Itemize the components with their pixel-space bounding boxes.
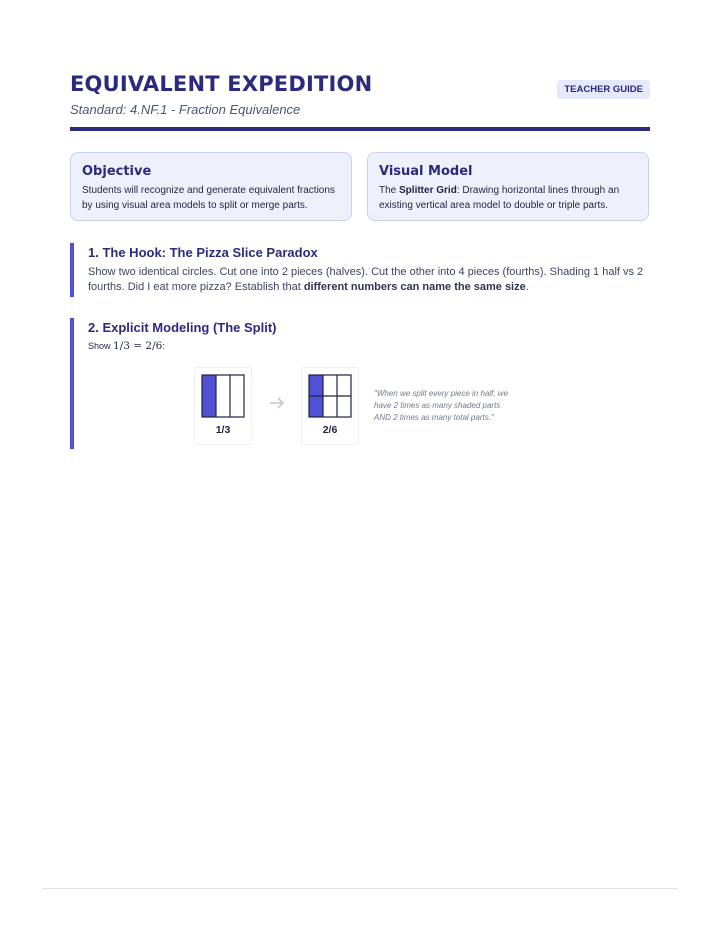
header-divider [70,127,650,131]
footer-divider [42,888,678,889]
visual-model-body-prefix: The [379,185,400,196]
show-suffix: : [162,341,165,351]
visual-model-card [367,152,649,221]
hook-body-bold: different numbers can name the same size [303,281,526,293]
visual-model-body [379,183,637,213]
one-third-model [194,367,252,445]
page-header [70,70,650,117]
one-third-label: 1/3 [215,424,231,436]
two-sixths-label: 2/6 [322,424,338,436]
one-third-grid [201,374,245,418]
modeling-quote: "When we split every piece in half, we have 2 times as many shaded parts AND 2 times as many total parts." [374,389,509,422]
standard-subtitle: Standard: 4.NF.1 - Fraction Equivalence [70,102,301,117]
hook-section [70,243,650,297]
visual-model-title: Visual Model [379,164,473,179]
modeling-section [70,318,650,449]
teacher-guide-badge: TEACHER GUIDE [557,80,650,99]
hook-body-text: Show two identical circles. Cut one into 2 pieces (halves). Cut the other into 4 pieces (fourths). Shading 1 half vs 2 fourths. Did I eat more pizza? Establish that [88,266,644,293]
page-title: EQUIVALENT EXPEDITION [70,72,373,96]
shaded-part [202,375,216,417]
hook-body-end: . [525,281,529,293]
visual-model-body-bold: Splitter Grid [399,185,457,196]
two-sixths-model [301,367,359,445]
show-equation-line [88,340,650,352]
equation: 1/3 = 2/6 [113,340,163,352]
visual-model-body-suffix: : Drawing horizontal lines through an existing vertical area model to double or triple parts. [379,185,620,211]
arrow-right-icon [268,394,286,412]
hook-title: 1. The Hook: The Pizza Slice Paradox [88,245,318,260]
objective-body: Students will recognize and generate equivalent fractions by using visual area models to split or merge parts. [82,185,335,211]
modeling-title: 2. Explicit Modeling (The Split) [88,320,277,335]
show-label: Show [88,341,114,351]
two-sixths-grid [308,374,352,418]
objective-title: Objective [82,164,152,179]
hook-body [88,265,650,295]
objective-card [70,152,352,221]
